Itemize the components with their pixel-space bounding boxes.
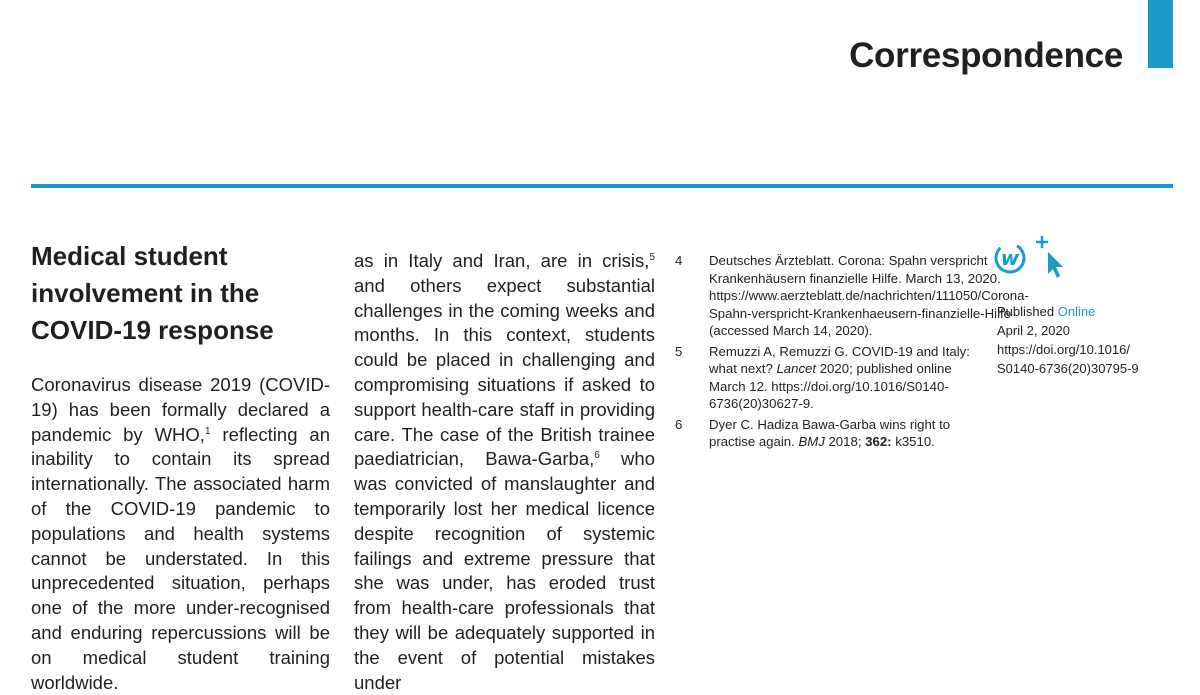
reference-number: 4 — [675, 253, 683, 268]
article-title: Medical student involvement in the COVID-19 response — [31, 241, 274, 345]
citation-1[interactable]: 1 — [204, 425, 211, 437]
body-column-2 — [354, 249, 655, 695]
body-text: and others expect substantial challenges in the coming weeks and months. In this context, students could be placed in challenging and compromising situations if asked to support health-care staff in providing care. The case of the British trainee paediatrician, Bawa-Garba, — [354, 274, 655, 470]
citation-6[interactable]: 6 — [594, 450, 600, 462]
reference-number: 6 — [675, 416, 683, 432]
body-text: reflecting an inability to contain its spread internationally. The associated harm of the COVID-19 pandemic to populations and health systems cannot be understated. In this unprecedented situation, perhaps one of the more under-recognised and enduring repercussions will be on medical student training worldwide. — [31, 423, 330, 693]
doi-link[interactable]: https://doi.org/10.1016/ S0140-6736(20)30795-9 — [997, 342, 1139, 376]
reference-item — [675, 343, 975, 413]
reference-text: Dyer C. Hadiza Bawa-Garba wins right to practise again. BMJ 2018; 362: k3510. — [709, 416, 951, 449]
section-title: Correspondence — [849, 36, 1123, 75]
header-rule — [31, 184, 1173, 188]
body-text: as in Italy and Iran, are in crisis, — [354, 250, 650, 271]
web-first-logo-icon — [990, 232, 1070, 282]
reference-text: Deutsches Ärzteblatt. Corona: Spahn verspricht Krankenhäusern finanzielle Hilfe. March 13, 2020. https://www.aerzteblatt.de/nachrichten/111050/Corona-Spahn-verspricht-Krankenhaeusern-finanzielle-Hilfe (accessed March 14, 2020). — [709, 253, 1029, 338]
body-text: Coronavirus disease 2019 (COVID-19) has been formally declared a pandemic by WHO, — [31, 374, 330, 445]
publication-date: April 2, 2020 — [997, 323, 1070, 338]
reference-text: Remuzzi A, Remuzzi G. COVID-19 and Italy: what next? Lancet 2020; published online March 12. https://doi.org/10.1016/S0140-6736(20)30627-9. — [709, 343, 970, 411]
svg-text:w: w — [1000, 246, 1020, 270]
volume: 362: — [865, 434, 892, 449]
citation-5[interactable]: 5 — [649, 252, 655, 263]
publication-info — [997, 302, 1177, 378]
section-tab-marker — [1148, 0, 1173, 68]
body-text: who was convicted of manslaughter and temporarily lost her medical licence despite recognition of systemic failings and extreme pressure that she was under, has eroded trust from health-care professionals that they will be adequately supported in the event of potential mistakes under — [354, 448, 655, 693]
reference-number: 5 — [675, 343, 683, 359]
body-column-1 — [31, 373, 330, 695]
reference-item — [675, 252, 1029, 340]
published-line: Published Online — [997, 304, 1096, 319]
reference-item — [675, 416, 975, 451]
journal-name: BMJ — [798, 434, 825, 449]
journal-name: Lancet — [776, 361, 817, 376]
reference-list — [675, 252, 1029, 454]
